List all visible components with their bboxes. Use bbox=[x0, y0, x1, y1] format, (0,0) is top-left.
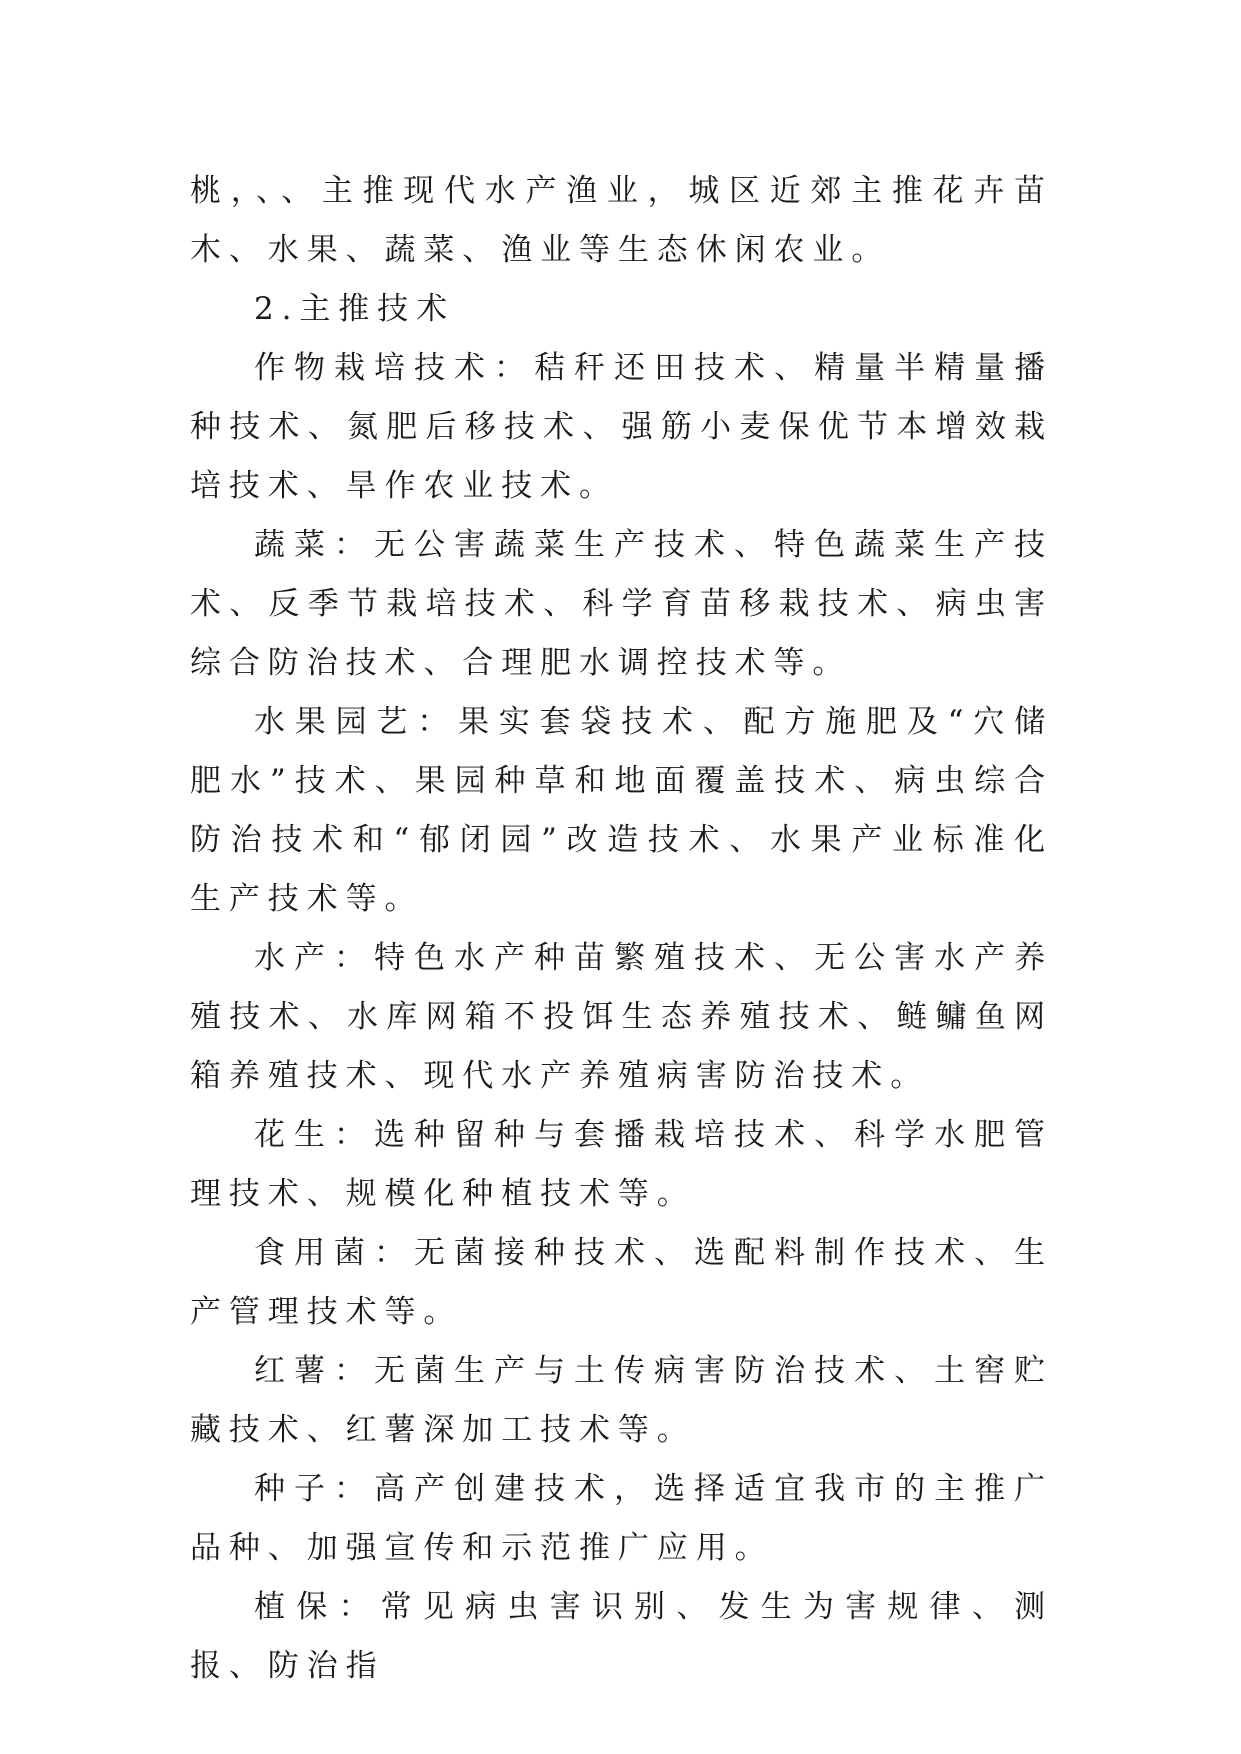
paragraph-peanut: 花生：选种留种与套播栽培技术、科学水肥管理技术、规模化种植技术等。 bbox=[190, 1117, 1053, 1212]
paragraph-vegetables: 蔬菜：无公害蔬菜生产技术、特色蔬菜生产技术、反季节栽培技术、科学育苗移栽技术、病虫害综合防治技术、合理肥水调控技术等。 bbox=[190, 527, 1053, 681]
paragraph-aquaculture: 水产：特色水产种苗繁殖技术、无公害水产养殖技术、水库网箱不投饵生态养殖技术、鲢鳙鱼网箱养殖技术、现代水产养殖病害防治技术。 bbox=[190, 940, 1053, 1094]
section-heading-main-technologies: 2.主推技术 bbox=[254, 291, 455, 327]
paragraph-sweet-potato: 红薯：无菌生产与土传病害防治技术、土窖贮藏技术、红薯深加工技术等。 bbox=[190, 1353, 1053, 1448]
paragraph-crop-cultivation: 作物栽培技术：秸秆还田技术、精量半精量播种技术、氮肥后移技术、强筋小麦保优节本增效栽培技术、旱作农业技术。 bbox=[190, 350, 1053, 504]
paragraph-seeds: 种子：高产创建技术，选择适宜我市的主推广品种、加强宣传和示范推广应用。 bbox=[190, 1471, 1053, 1566]
paragraph-plant-protection: 植保：常见病虫害识别、发生为害规律、测报、防治指 bbox=[190, 1589, 1053, 1684]
paragraph-continuation: 桃，、、主推现代水产渔业，城区近郊主推花卉苗木、水果、蔬菜、渔业等生态休闲农业。 bbox=[190, 173, 1053, 268]
paragraph-edible-fungi: 食用菌：无菌接种技术、选配料制作技术、生产管理技术等。 bbox=[190, 1235, 1053, 1330]
body-text bbox=[190, 162, 1053, 1696]
paragraph-fruit-horticulture: 水果园艺：果实套袋技术、配方施肥及“穴储肥水”技术、果园种草和地面覆盖技术、病虫综合防治技术和“郁闭园”改造技术、水果产业标准化生产技术等。 bbox=[190, 704, 1053, 917]
